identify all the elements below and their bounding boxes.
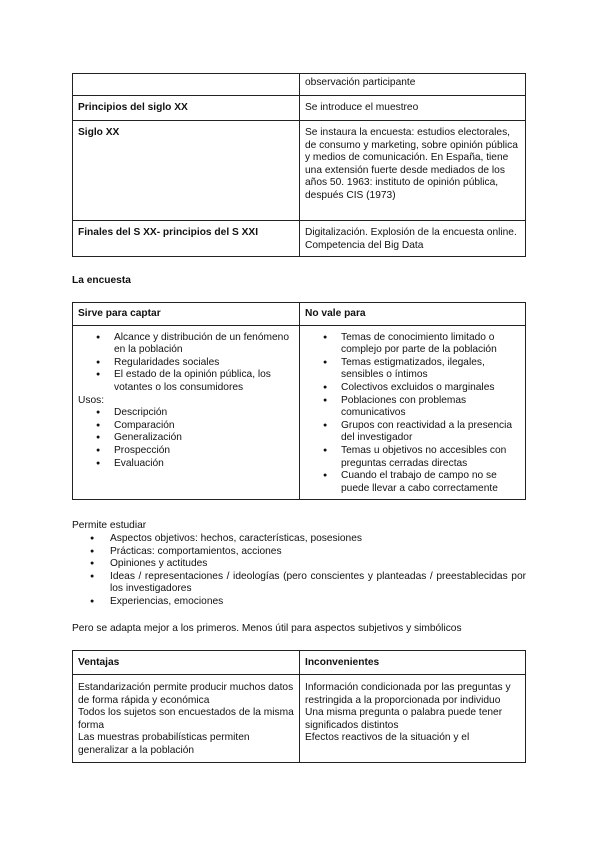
section-title: La encuesta (72, 275, 131, 286)
header-cell-right: No vale para (300, 303, 526, 326)
text-line: Una misma pregunta o palabra puede tener significados distintos (305, 707, 503, 731)
list-item: ● Poblaciones con problemas comunicativos (305, 395, 520, 420)
history-table (72, 73, 526, 257)
permite-list (90, 533, 526, 609)
no-vale-cell (300, 325, 526, 500)
table-row (73, 96, 526, 121)
header-cell-left: Sirve para captar (73, 303, 300, 326)
list-item: ● Descripción (78, 407, 294, 420)
header-cell-left: Ventajas (73, 651, 300, 675)
list-item: ● Ideas / representaciones / ideologías (pero conscientes y planteadas / preestablecidas por los investigadores (90, 571, 526, 596)
list-item: ● El estado de la opinión pública, los votantes o los consumidores (78, 369, 294, 394)
sirve-list (78, 332, 294, 395)
list-item: ● Regularidades sociales (78, 357, 294, 370)
text-line: Información condicionada por las preguntas y restringida a la proporcionada por individuo (305, 682, 511, 706)
list-item: ● Aspectos objetivos: hechos, características, posesiones (90, 533, 526, 546)
table-cell: Se introduce el muestreo (300, 96, 526, 121)
list-item: ● Grupos con reactividad a la presencia del investigador (305, 420, 520, 445)
table-cell: Finales del S XX- principios del S XXI (73, 221, 300, 257)
usos-label: Usos: (78, 394, 105, 406)
table-row (73, 675, 526, 763)
sirve-cell (73, 325, 300, 500)
ventajas-cell (73, 675, 300, 763)
header-cell-right: Inconvenientes (300, 651, 526, 675)
list-item: ● Prácticas: comportamientos, acciones (90, 546, 526, 559)
list-item: ● Alcance y distribución de un fenómeno en la población (78, 332, 294, 357)
table-cell (73, 74, 300, 96)
table-header-row (73, 651, 526, 675)
text-line: Las muestras probabilísticas permiten generalizar a la población (78, 732, 250, 756)
list-item: ● Opiniones y actitudes (90, 558, 526, 571)
list-item: ● Evaluación (78, 458, 294, 471)
table-row (73, 121, 526, 221)
text-line: Estandarización permite producir muchos datos de forma rápida y económica (78, 682, 294, 706)
permite-list-block (90, 533, 526, 609)
table-cell: Se instaura la encuesta: estudios electorales, de consumo y marketing, sobre opinión pública y medios de comunicación. En España, tiene una extensión fuerte desde mediados de los años 50. 1963: instituto de opinión pública, después CIS (1973) (300, 121, 526, 221)
list-item: ● Temas de conocimiento limitado o complejo por parte de la población (305, 332, 520, 357)
table-header-row (73, 303, 526, 326)
list-item: ● Prospección (78, 445, 294, 458)
list-item: ● Temas estigmatizados, ilegales, sensibles o íntimos (305, 357, 520, 382)
inconvenientes-cell (300, 675, 526, 763)
permite-closing: Pero se adapta mejor a los primeros. Menos útil para aspectos subjetivos y simbólicos (72, 623, 462, 634)
table-cell: Digitalización. Explosión de la encuesta online. Competencia del Big Data (300, 221, 526, 257)
usos-list (78, 407, 294, 470)
permite-intro: Permite estudiar (72, 520, 147, 531)
list-item: ● Cuando el trabajo de campo no se puede llevar a cabo correctamente (305, 470, 520, 495)
list-item: ● Comparación (78, 420, 294, 433)
table-cell: observación participante (300, 74, 526, 96)
text-line: Todos los sujetos son encuestados de la misma forma (78, 707, 294, 731)
table-cell: Principios del siglo XX (73, 96, 300, 121)
list-item: ● Experiencias, emociones (90, 596, 526, 609)
list-item: ● Temas u objetivos no accesibles con preguntas cerradas directas (305, 445, 520, 470)
encuesta-table (72, 302, 526, 500)
list-item: ● Generalización (78, 432, 294, 445)
no-vale-list (305, 332, 520, 496)
table-cell: Siglo XX (73, 121, 300, 221)
text-line: Efectos reactivos de la situación y el (305, 732, 470, 744)
table-row (73, 221, 526, 257)
table-row (73, 74, 526, 96)
list-item: ● Colectivos excluidos o marginales (305, 382, 520, 395)
table-row (73, 325, 526, 500)
ventajas-table (72, 650, 526, 763)
